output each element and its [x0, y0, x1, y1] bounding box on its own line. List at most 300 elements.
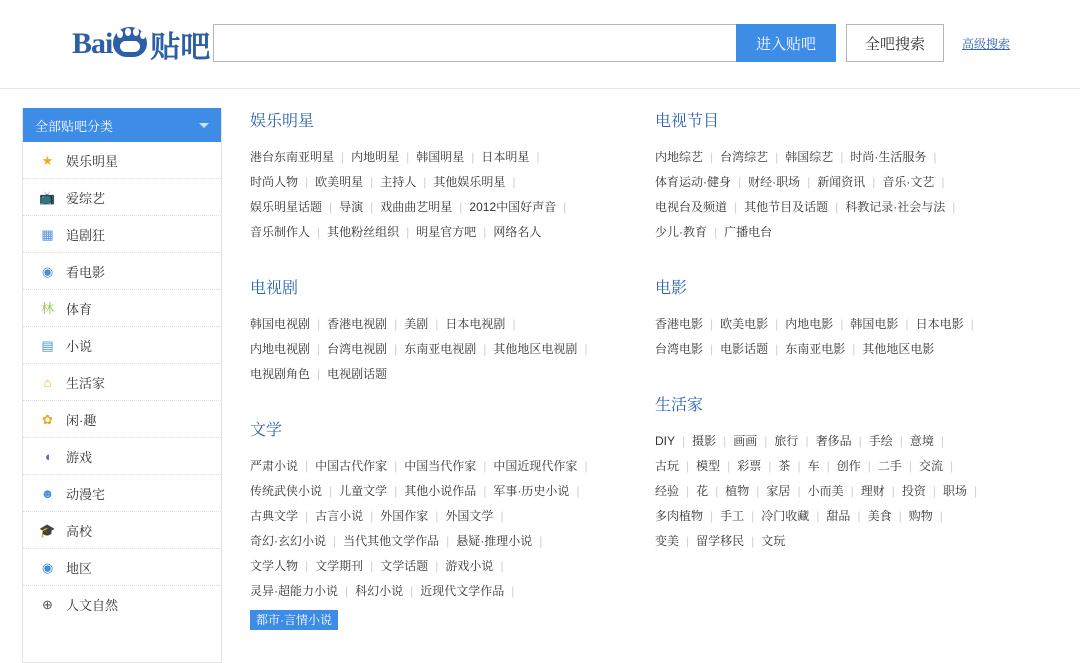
tag-separator: |: [345, 584, 349, 598]
tag-separator: |: [891, 484, 895, 498]
category-title[interactable]: 文学: [250, 422, 283, 439]
tag-separator: |: [756, 484, 760, 498]
category-tag[interactable]: 台湾电影: [655, 342, 704, 356]
tag-separator: |: [905, 317, 909, 331]
tag-separator: |: [483, 484, 487, 498]
category-tag[interactable]: 花: [696, 484, 709, 498]
tag-row: [250, 220, 633, 245]
tag-row: [655, 429, 1060, 454]
category-tag[interactable]: 灵异·超能力小说: [250, 584, 338, 598]
tag-separator: |: [483, 225, 487, 239]
category-tag[interactable]: 意境: [909, 434, 934, 448]
tag-separator: |: [738, 175, 742, 189]
school-icon: 🎓: [39, 522, 56, 538]
category-tag[interactable]: 时尚人物: [250, 175, 299, 189]
category-tag[interactable]: 韩国电视剧: [250, 317, 311, 331]
tag-separator: |: [317, 317, 321, 331]
category-block: [655, 275, 1060, 362]
category-tag[interactable]: 画画: [733, 434, 758, 448]
tag-list: [655, 312, 1060, 362]
category-tag[interactable]: 留学移民: [696, 534, 745, 548]
tag-row: [655, 312, 1060, 337]
tag-separator: |: [710, 317, 714, 331]
sports-icon: 林: [40, 300, 54, 316]
category-tag[interactable]: 其他粉丝组织: [327, 225, 400, 239]
category-tag[interactable]: 当代其他文学作品: [343, 534, 440, 548]
tag-separator: |: [768, 459, 772, 473]
tag-separator: |: [305, 509, 309, 523]
tv-icon: 📺: [39, 189, 56, 205]
tag-separator: |: [816, 509, 820, 523]
tag-separator: |: [305, 459, 309, 473]
tag-separator: |: [952, 200, 956, 214]
tag-separator: |: [826, 459, 830, 473]
tag-separator: |: [394, 484, 398, 498]
category-tag[interactable]: 经验: [655, 484, 680, 498]
tag-row: [250, 195, 633, 220]
category-tag[interactable]: 手绘: [868, 434, 893, 448]
category-tag[interactable]: 韩国综艺: [785, 150, 834, 164]
category-tag[interactable]: 东南亚电视剧: [404, 342, 477, 356]
tag-separator: |: [764, 434, 768, 448]
category-tag[interactable]: 多肉植物: [655, 509, 704, 523]
category-tag[interactable]: 韩国明星: [416, 150, 465, 164]
sidebar-item-7[interactable]: [23, 401, 221, 438]
category-tag[interactable]: 奇幻·玄幻小说: [250, 534, 326, 548]
tag-separator: |: [394, 459, 398, 473]
sidebar-item-label: 地区: [66, 560, 93, 576]
tag-separator: |: [898, 509, 902, 523]
tag-separator: |: [686, 459, 690, 473]
tag-separator: |: [840, 317, 844, 331]
category-tag[interactable]: 时尚·生活服务: [850, 150, 927, 164]
category-tag[interactable]: 其他节目及话题: [744, 200, 829, 214]
book-icon: ▤: [41, 337, 54, 353]
tag-separator: |: [370, 200, 374, 214]
tag-separator: |: [751, 509, 755, 523]
tag-row: [655, 454, 1060, 479]
category-tag[interactable]: 职场: [942, 484, 967, 498]
tag-row: [250, 312, 633, 337]
tag-separator: |: [908, 459, 912, 473]
category-tag[interactable]: 手工: [720, 509, 745, 523]
category-tag[interactable]: 文玩: [761, 534, 786, 548]
category-sidebar: [22, 108, 222, 663]
category-tag[interactable]: 音乐制作人: [250, 225, 311, 239]
tag-separator: |: [459, 200, 463, 214]
tag-separator: |: [710, 509, 714, 523]
enter-tieba-button[interactable]: 进入贴吧: [736, 24, 836, 62]
tag-separator: |: [714, 225, 718, 239]
category-tag[interactable]: 悬疑·推理小说: [456, 534, 533, 548]
sidebar-item-9[interactable]: [23, 475, 221, 512]
sidebar-item-5[interactable]: [23, 327, 221, 364]
tag-list: [250, 312, 633, 387]
tag-separator: |: [686, 484, 690, 498]
category-block: [655, 392, 1060, 554]
all-search-button[interactable]: 全吧搜索: [846, 24, 944, 62]
tag-separator: |: [727, 459, 731, 473]
tag-row: [250, 337, 633, 362]
tag-separator: |: [723, 434, 727, 448]
category-tag[interactable]: 新闻资讯: [817, 175, 866, 189]
category-tag[interactable]: 古玩: [655, 459, 680, 473]
tag-separator: |: [933, 150, 937, 164]
tag-separator: |: [970, 317, 974, 331]
sidebar-item-label: 游戏: [66, 449, 93, 465]
tag-separator: |: [539, 534, 543, 548]
sidebar-header[interactable]: [23, 108, 221, 142]
category-title[interactable]: 电影: [655, 280, 688, 297]
logo-text-tieba: 贴吧: [150, 31, 211, 64]
sidebar-title: 全部贴吧分类: [35, 118, 114, 134]
category-tag[interactable]: 香港电视剧: [327, 317, 388, 331]
camera-icon: ◉: [41, 263, 54, 279]
category-tag[interactable]: 娱乐明星话题: [250, 200, 323, 214]
sidebar-item-label: 高校: [66, 523, 93, 539]
category-tag[interactable]: 主持人: [380, 175, 417, 189]
baidu-tieba-logo[interactable]: [72, 22, 210, 66]
category-tag[interactable]: 电视剧话题: [327, 367, 388, 381]
tag-row: [250, 608, 633, 633]
category-tag[interactable]: 内地明星: [351, 150, 400, 164]
category-tag[interactable]: 东南亚电影: [785, 342, 846, 356]
tag-separator: |: [805, 434, 809, 448]
category-title[interactable]: 娱乐明星: [250, 113, 315, 130]
tag-separator: |: [940, 434, 944, 448]
tag-list: [655, 429, 1060, 554]
category-tag[interactable]: 军事·历史小说: [493, 484, 570, 498]
tag-separator: |: [329, 484, 333, 498]
sidebar-item-8[interactable]: [23, 438, 221, 475]
paw-icon: [113, 27, 147, 57]
tag-separator: |: [840, 150, 844, 164]
category-tag[interactable]: 购物: [908, 509, 933, 523]
sidebar-item-label: 闲·趣: [66, 412, 97, 428]
sidebar-item-3[interactable]: [23, 253, 221, 290]
category-tag[interactable]: 甜品: [826, 509, 851, 523]
tag-separator: |: [563, 200, 567, 214]
tag-separator: |: [317, 367, 321, 381]
category-tag[interactable]: 音乐·文艺: [882, 175, 935, 189]
category-tag[interactable]: 内地电视剧: [250, 342, 311, 356]
tag-separator: |: [512, 175, 516, 189]
tag-separator: |: [867, 459, 871, 473]
tag-separator: |: [406, 150, 410, 164]
category-tag[interactable]: 戏曲曲艺明星: [380, 200, 453, 214]
category-tag[interactable]: 电视台及频道: [655, 200, 728, 214]
category-tag[interactable]: 科幻小说: [355, 584, 404, 598]
category-tag[interactable]: 少儿·教育: [655, 225, 707, 239]
category-tag[interactable]: 旅行: [774, 434, 799, 448]
tag-row: [655, 195, 1060, 220]
tag-separator: |: [899, 434, 903, 448]
tag-separator: |: [333, 534, 337, 548]
category-tag[interactable]: 2012中国好声音: [469, 200, 557, 214]
category-tag[interactable]: 美食: [867, 509, 892, 523]
category-tag[interactable]: 其他地区电视剧: [493, 342, 578, 356]
tag-separator: |: [341, 150, 345, 164]
category-tag[interactable]: 台湾电视剧: [327, 342, 388, 356]
category-tag[interactable]: 香港电影: [655, 317, 704, 331]
tag-separator: |: [483, 459, 487, 473]
search-input[interactable]: [213, 24, 736, 62]
tag-separator: |: [775, 150, 779, 164]
tag-separator: |: [370, 559, 374, 573]
category-tag[interactable]: 明星官方吧: [416, 225, 477, 239]
tag-row: [250, 454, 633, 479]
category-tag[interactable]: 其他地区电影: [862, 342, 935, 356]
sidebar-item-label: 生活家: [66, 375, 106, 391]
category-tag[interactable]: 欧美电影: [720, 317, 769, 331]
tag-separator: |: [423, 175, 427, 189]
category-tag[interactable]: 外国作家: [380, 509, 429, 523]
category-tag[interactable]: 韩国电影: [850, 317, 899, 331]
sidebar-item-label: 体育: [66, 301, 93, 317]
tag-separator: |: [511, 584, 515, 598]
sidebar-item-11[interactable]: [23, 549, 221, 586]
tag-separator: |: [835, 200, 839, 214]
category-tag[interactable]: 日本电视剧: [445, 317, 506, 331]
sidebar-item-12[interactable]: [23, 586, 221, 623]
category-tag[interactable]: 美剧: [404, 317, 429, 331]
tag-separator: |: [775, 317, 779, 331]
logo-text-bai: Bai: [72, 27, 113, 60]
tag-separator: |: [872, 175, 876, 189]
tag-row: [655, 479, 1060, 504]
category-tag[interactable]: 日本明星: [481, 150, 530, 164]
tag-separator: |: [974, 484, 978, 498]
category-tag[interactable]: 创作: [836, 459, 861, 473]
film-icon: ▦: [41, 226, 54, 242]
category-block: [655, 108, 1060, 245]
category-tag[interactable]: 二手: [877, 459, 902, 473]
tag-row: [250, 504, 633, 529]
tag-separator: |: [797, 459, 801, 473]
chevron-down-icon: [199, 123, 209, 128]
category-tag[interactable]: 科教记录·社会与法: [845, 200, 946, 214]
sidebar-item-label: 动漫宅: [66, 486, 106, 502]
category-tag[interactable]: 模型: [696, 459, 721, 473]
tag-list: [250, 145, 633, 245]
tag-separator: |: [512, 317, 516, 331]
tag-separator: |: [584, 342, 588, 356]
tag-separator: |: [950, 459, 954, 473]
category-title[interactable]: 电视节目: [655, 113, 720, 130]
tag-separator: |: [305, 559, 309, 573]
tag-separator: |: [932, 484, 936, 498]
category-tag[interactable]: 理财: [860, 484, 885, 498]
category-tag[interactable]: 车: [807, 459, 820, 473]
advanced-search-link[interactable]: 高级搜索: [962, 36, 1011, 51]
tag-row: [655, 337, 1060, 362]
tag-separator: |: [394, 342, 398, 356]
category-tag[interactable]: 欧美明星: [315, 175, 364, 189]
tag-list: [655, 145, 1060, 245]
tag-separator: |: [584, 459, 588, 473]
tag-separator: |: [370, 175, 374, 189]
category-tag[interactable]: 中国当代作家: [404, 459, 477, 473]
tag-separator: |: [941, 175, 945, 189]
tag-row: [655, 145, 1060, 170]
tag-separator: |: [435, 317, 439, 331]
page-header: [0, 0, 1080, 89]
category-tag[interactable]: 其他娱乐明星: [433, 175, 506, 189]
tag-separator: |: [807, 175, 811, 189]
category-tag[interactable]: 严肃小说: [250, 459, 299, 473]
tag-separator: |: [710, 150, 714, 164]
sidebar-item-label: 人文自然: [66, 598, 119, 613]
tag-separator: |: [317, 342, 321, 356]
tag-row: [655, 504, 1060, 529]
category-tag[interactable]: 彩票: [737, 459, 762, 473]
tag-separator: |: [710, 342, 714, 356]
tag-separator: |: [406, 225, 410, 239]
sidebar-item-6[interactable]: [23, 364, 221, 401]
tag-list: [250, 454, 633, 633]
tag-separator: |: [370, 509, 374, 523]
sidebar-item-10[interactable]: [23, 512, 221, 549]
tag-row: [250, 554, 633, 579]
category-tag[interactable]: 中国古代作家: [315, 459, 388, 473]
tag-separator: |: [686, 534, 690, 548]
page-body: [0, 89, 1080, 663]
tag-separator: |: [435, 509, 439, 523]
category-tag[interactable]: 家居: [766, 484, 791, 498]
tag-separator: |: [858, 434, 862, 448]
sidebar-item-1[interactable]: [23, 179, 221, 216]
tag-separator: |: [850, 484, 854, 498]
tag-row: [250, 145, 633, 170]
category-tag[interactable]: 中国近现代作家: [493, 459, 578, 473]
category-title[interactable]: 生活家: [655, 397, 704, 414]
tag-separator: |: [751, 534, 755, 548]
search-area: [213, 24, 1010, 62]
sidebar-item-label: 追剧狂: [66, 227, 106, 243]
category-tag[interactable]: 体育运动·健身: [655, 175, 731, 189]
tag-row: [250, 362, 633, 387]
tag-row: [655, 170, 1060, 195]
tag-row: [655, 220, 1060, 245]
category-block: [250, 275, 633, 387]
tag-separator: |: [852, 342, 856, 356]
category-tag[interactable]: 电影话题: [720, 342, 769, 356]
category-tag[interactable]: 奢侈品: [815, 434, 852, 448]
category-tag[interactable]: 摄影: [692, 434, 717, 448]
category-block: [250, 108, 633, 245]
category-title[interactable]: 电视剧: [250, 280, 299, 297]
tag-separator: |: [797, 484, 801, 498]
category-tag[interactable]: 电视剧角色: [250, 367, 311, 381]
category-tag[interactable]: 变美: [655, 534, 680, 548]
category-tag[interactable]: 交流: [918, 459, 943, 473]
category-tag[interactable]: 其他小说作品: [404, 484, 477, 498]
tag-separator: |: [394, 317, 398, 331]
category-tag[interactable]: 古典文学: [250, 509, 299, 523]
category-tag[interactable]: 文学人物: [250, 559, 299, 573]
category-tag[interactable]: 广播电台: [724, 225, 773, 239]
category-tag[interactable]: DIY: [655, 434, 676, 448]
category-tag[interactable]: 文学话题: [380, 559, 429, 573]
sidebar-item-0[interactable]: [23, 142, 221, 179]
category-tag[interactable]: 茶: [778, 459, 791, 473]
tag-separator: |: [939, 509, 943, 523]
tag-separator: |: [500, 559, 504, 573]
right-column: [655, 108, 1060, 663]
tag-separator: |: [435, 559, 439, 573]
tag-separator: |: [471, 150, 475, 164]
sidebar-item-4[interactable]: [23, 290, 221, 327]
tag-row: [655, 529, 1060, 554]
category-content: [222, 108, 1080, 663]
location-icon: ◉: [41, 559, 54, 575]
tag-separator: |: [500, 509, 504, 523]
star-icon: ★: [41, 152, 54, 168]
globe-icon: ⊕: [42, 597, 53, 612]
tag-row: [250, 170, 633, 195]
category-block: [250, 417, 633, 633]
category-tag[interactable]: 外国文学: [445, 509, 494, 523]
category-tag[interactable]: 冷门收藏: [761, 509, 810, 523]
category-tag[interactable]: 近现代文学作品: [420, 584, 505, 598]
tag-separator: |: [305, 175, 309, 189]
fun-icon: ✿: [42, 411, 53, 427]
left-column: [250, 108, 655, 663]
sidebar-item-label: 娱乐明星: [66, 153, 119, 169]
category-tag[interactable]: 植物: [725, 484, 750, 498]
tag-separator: |: [576, 484, 580, 498]
category-tag[interactable]: 游戏小说: [445, 559, 494, 573]
category-tag-selected[interactable]: 都市·言情小说: [250, 610, 338, 630]
tag-separator: |: [329, 200, 333, 214]
category-tag[interactable]: 文学期刊: [315, 559, 364, 573]
category-tag[interactable]: 传统武侠小说: [250, 484, 323, 498]
tag-separator: |: [483, 342, 487, 356]
home-icon: ⌂: [43, 374, 52, 390]
sidebar-item-label: 小说: [66, 338, 93, 354]
category-tag[interactable]: 日本电影: [915, 317, 964, 331]
tag-separator: |: [775, 342, 779, 356]
sidebar-item-label: 爱综艺: [66, 190, 106, 206]
tag-separator: |: [715, 484, 719, 498]
category-tag[interactable]: 投资: [901, 484, 926, 498]
category-tag[interactable]: 导演: [339, 200, 364, 214]
tag-separator: |: [446, 534, 450, 548]
category-tag[interactable]: 儿童文学: [339, 484, 388, 498]
tag-separator: |: [682, 434, 686, 448]
category-tag[interactable]: 台湾综艺: [720, 150, 769, 164]
gamepad-icon: ◖: [43, 448, 52, 464]
category-tag[interactable]: 网络名人: [493, 225, 542, 239]
tag-separator: |: [734, 200, 738, 214]
tag-row: [250, 579, 633, 604]
tag-separator: |: [857, 509, 861, 523]
category-tag[interactable]: 内地综艺: [655, 150, 704, 164]
tag-row: [250, 529, 633, 554]
category-tag[interactable]: 内地电影: [785, 317, 834, 331]
sidebar-item-2[interactable]: [23, 216, 221, 253]
anime-icon: ☻: [40, 485, 55, 501]
category-tag[interactable]: 小而美: [807, 484, 844, 498]
category-tag[interactable]: 港台东南亚明星: [250, 150, 335, 164]
category-tag[interactable]: 财经·职场: [748, 175, 801, 189]
sidebar-item-label: 看电影: [66, 264, 106, 280]
category-tag[interactable]: 古言小说: [315, 509, 364, 523]
tag-separator: |: [410, 584, 414, 598]
tag-row: [250, 479, 633, 504]
tag-separator: |: [317, 225, 321, 239]
tag-separator: |: [536, 150, 540, 164]
